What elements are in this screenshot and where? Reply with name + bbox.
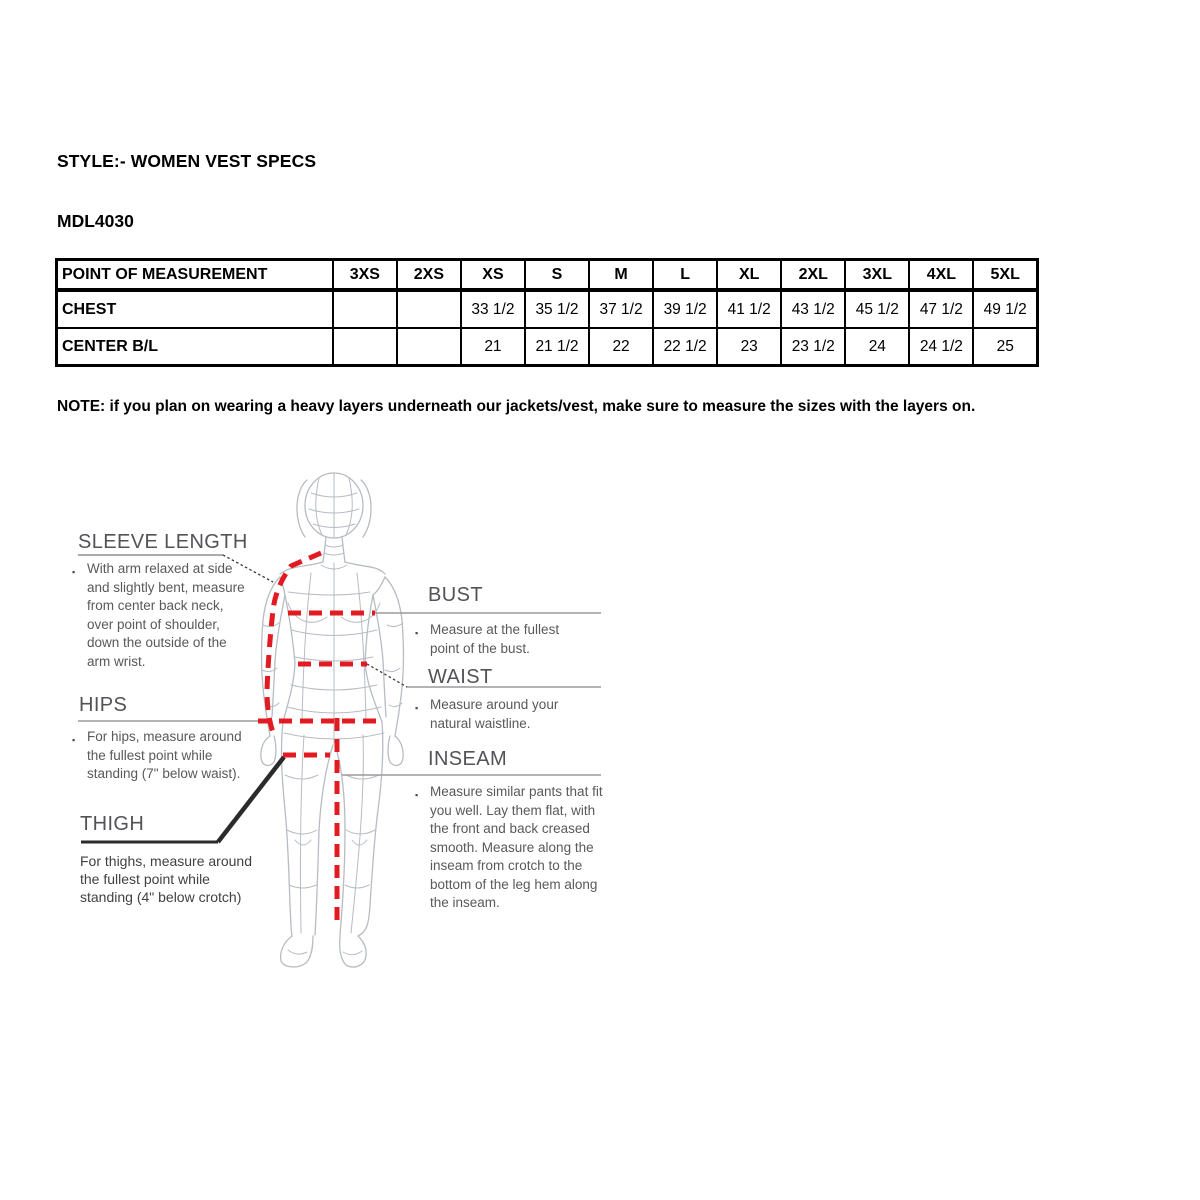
bullet-icon: ▪ <box>72 567 76 577</box>
column-header-size: 4XL <box>909 260 973 291</box>
table-cell: 43 1/2 <box>781 290 845 328</box>
table-header-row <box>57 260 1038 291</box>
column-header-size: 5XL <box>973 260 1037 291</box>
bullet-icon: ▪ <box>415 790 419 800</box>
table-cell: 21 1/2 <box>525 328 589 366</box>
table-cell: 47 1/2 <box>909 290 973 328</box>
bullet-icon: ▪ <box>72 735 76 745</box>
column-header-size: XS <box>461 260 525 291</box>
measurement-diagram <box>55 445 635 995</box>
table-cell: 49 1/2 <box>973 290 1037 328</box>
bullet-icon: ▪ <box>415 703 419 713</box>
table-cell: 22 <box>589 328 653 366</box>
sleeve-length-heading: SLEEVE LENGTH <box>78 531 248 553</box>
table-cell: 23 1/2 <box>781 328 845 366</box>
sleeve-measure-line <box>267 553 321 738</box>
table-row-chest <box>57 290 1038 328</box>
note-text: NOTE: if you plan on wearing a heavy layers underneath our jackets/vest, make sure to measure the sizes with the layers on. <box>57 398 976 415</box>
table-cell: 24 1/2 <box>909 328 973 366</box>
inseam-description: ▪ Measure similar pants that fit you well. Lay them flat, with the front and back creased smooth. Measure along the inseam from crotch to the bottom of the leg hem along the inseam. <box>415 784 603 910</box>
bust-heading: BUST <box>428 584 483 606</box>
bullet-icon: ▪ <box>415 628 419 638</box>
table-row-center-bl <box>57 328 1038 366</box>
table-cell: 35 1/2 <box>525 290 589 328</box>
waist-leader-line <box>367 664 407 687</box>
column-header-size: M <box>589 260 653 291</box>
table-cell: 24 <box>845 328 909 366</box>
row-label: CHEST <box>57 290 333 328</box>
table-cell: 23 <box>717 328 781 366</box>
thigh-description: For thighs, measure around the fullest point while standing (4" below crotch) <box>80 853 252 905</box>
column-header-size: XL <box>717 260 781 291</box>
table-cell: 41 1/2 <box>717 290 781 328</box>
size-chart-table <box>55 258 1039 367</box>
table-cell: 37 1/2 <box>589 290 653 328</box>
style-title: STYLE:- WOMEN VEST SPECS <box>57 151 317 171</box>
sleeve-length-description: ▪ With arm relaxed at side and slightly bent, measure from center back neck, over point of shoulder, down the outside of the arm wrist. <box>72 561 245 669</box>
model-number: MDL4030 <box>57 211 134 231</box>
column-header-size: S <box>525 260 589 291</box>
column-header-size: 3XL <box>845 260 909 291</box>
hips-heading: HIPS <box>79 694 128 716</box>
waist-heading: WAIST <box>428 666 493 688</box>
bust-description: ▪ Measure at the fullest point of the bust. <box>415 622 560 656</box>
column-header-size: 3XS <box>333 260 397 291</box>
measurement-lines <box>258 553 380 925</box>
column-header-point-of-measurement: POINT OF MEASUREMENT <box>57 260 333 291</box>
table-cell <box>333 290 397 328</box>
table-cell <box>333 328 397 366</box>
column-header-size: 2XS <box>397 260 461 291</box>
table-cell: 39 1/2 <box>653 290 717 328</box>
table-cell: 21 <box>461 328 525 366</box>
table-cell <box>397 290 461 328</box>
table-cell: 33 1/2 <box>461 290 525 328</box>
table-cell <box>397 328 461 366</box>
column-header-size: L <box>653 260 717 291</box>
thigh-heading: THIGH <box>80 813 145 835</box>
waist-description: ▪ Measure around your natural waistline. <box>415 697 559 731</box>
table-cell: 45 1/2 <box>845 290 909 328</box>
column-header-size: 2XL <box>781 260 845 291</box>
row-label: CENTER B/L <box>57 328 333 366</box>
inseam-heading: INSEAM <box>428 748 508 770</box>
table-cell: 22 1/2 <box>653 328 717 366</box>
table-cell: 25 <box>973 328 1037 366</box>
hips-description: ▪ For hips, measure around the fullest point while standing (7" below waist). <box>72 729 242 781</box>
